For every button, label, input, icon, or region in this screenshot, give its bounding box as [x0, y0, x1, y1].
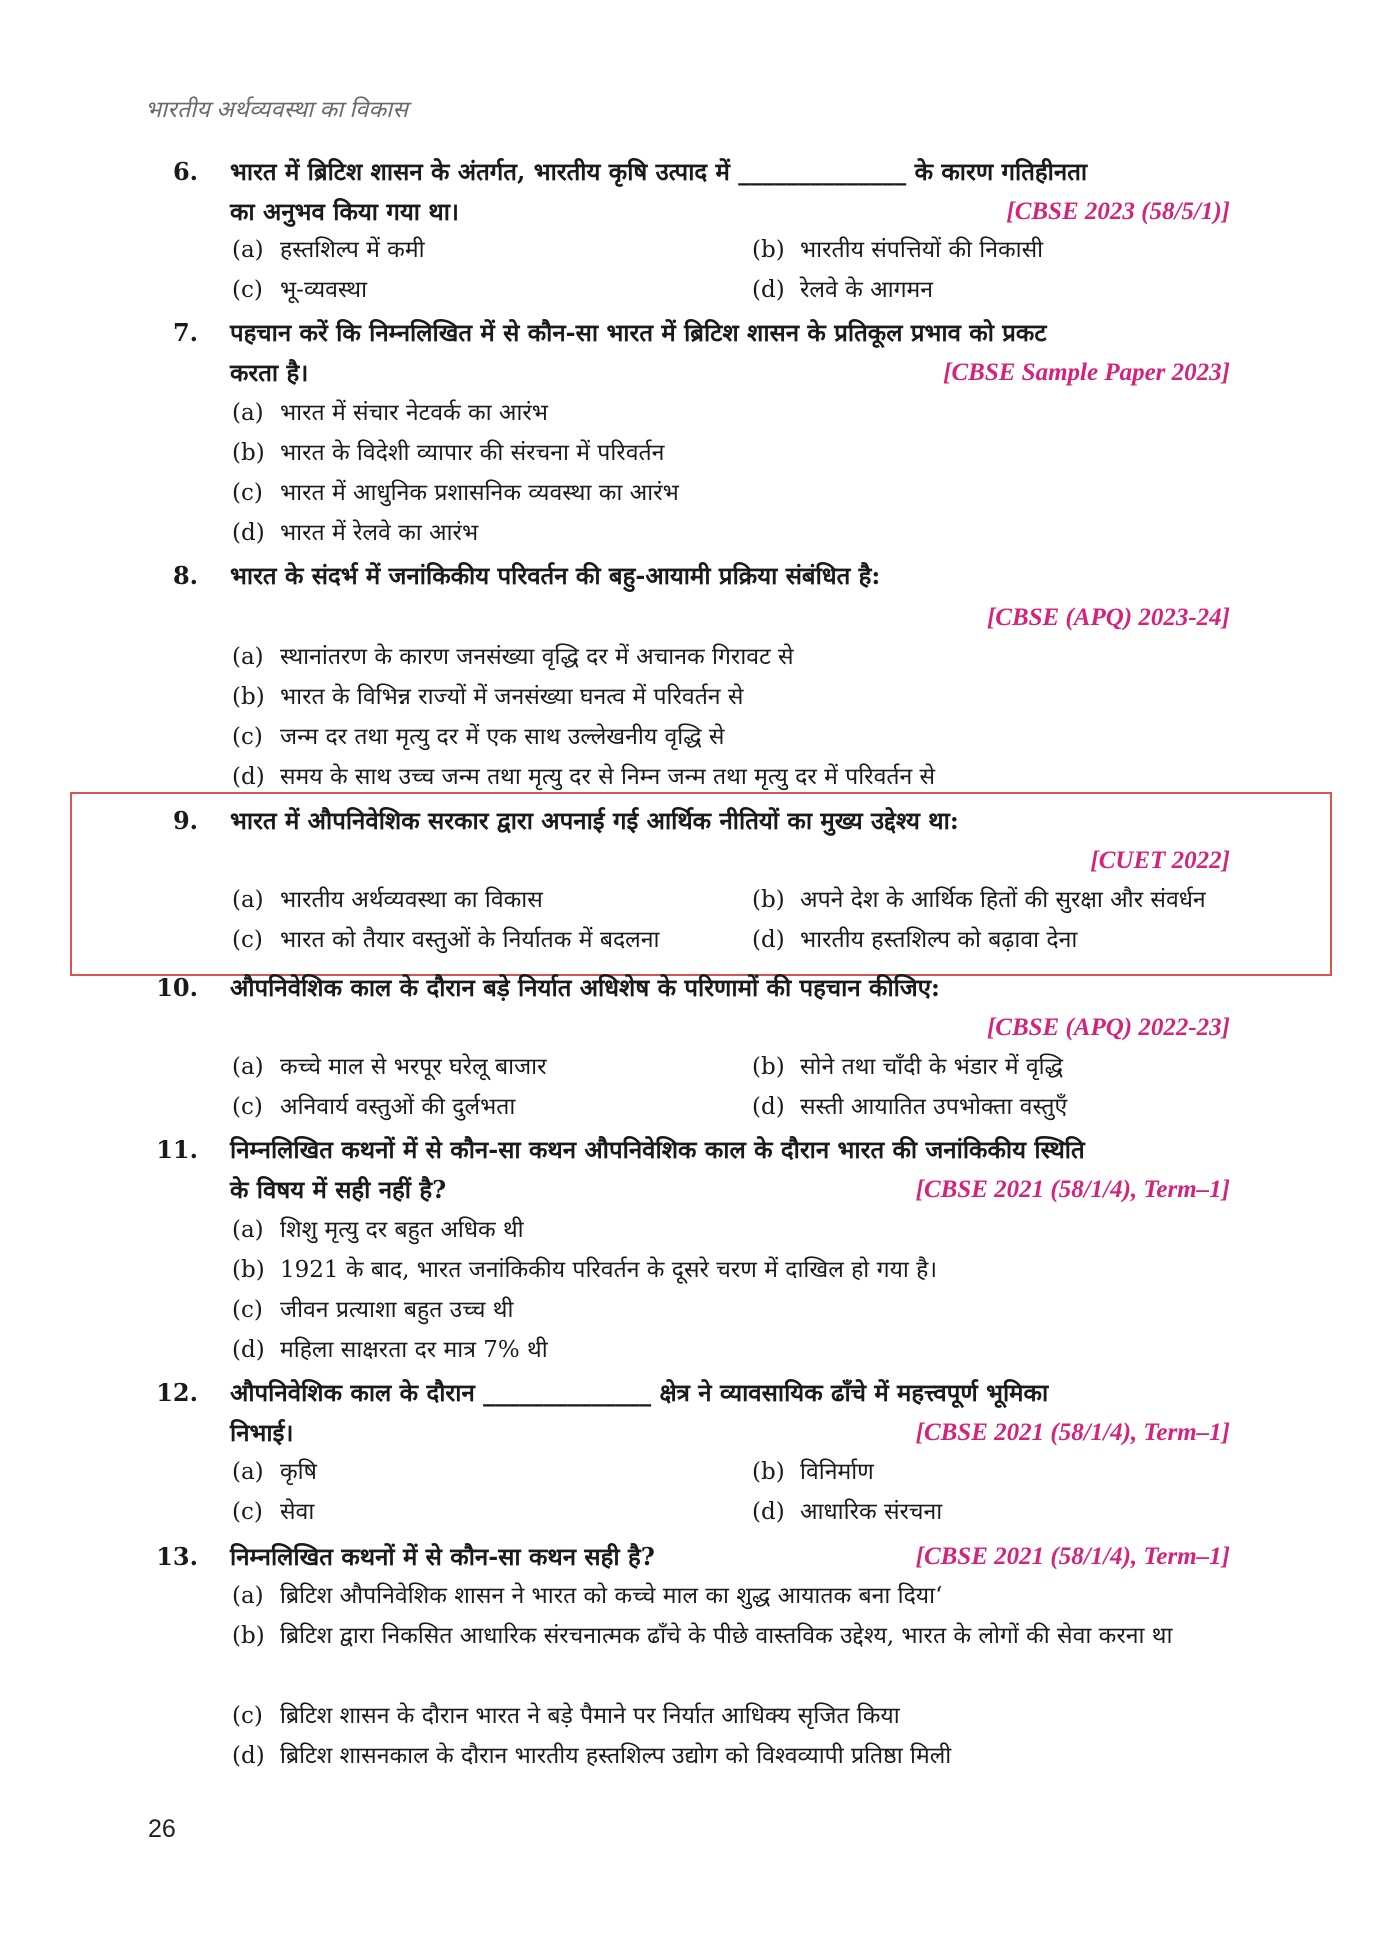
- question-text-line1: औपनिवेशिक काल के दौरान बड़े निर्यात अधिशेष के परिणामों की पहचान कीजिए:: [230, 973, 940, 1002]
- option-a: [232, 1047, 547, 1087]
- option-label: (c): [232, 1499, 263, 1525]
- option-d: [232, 1736, 951, 1776]
- question-source: [CBSE (APQ) 2022-23]: [986, 1014, 1230, 1041]
- question-text-line1: भारत के संदर्भ में जनांकिकीय परिवर्तन की बहु-आयामी प्रक्रिया संबंधित है:: [230, 561, 881, 590]
- option-text: अनिवार्य वस्तुओं की दुर्लभता: [280, 1094, 516, 1120]
- option-label: (b): [752, 887, 785, 913]
- question-text-line1: निम्नलिखित कथनों में से कौन-सा कथन औपनिवेशिक काल के दौरान भारत की जनांकिकीय स्थिति: [230, 1135, 1085, 1164]
- option-text: आधारिक संरचना: [800, 1499, 943, 1525]
- option-a: [232, 1576, 942, 1616]
- option-label: (c): [232, 1297, 263, 1323]
- option-label: (a): [232, 237, 264, 263]
- option-label: (d): [752, 927, 785, 953]
- option-text: स्थानांतरण के कारण जनसंख्या वृद्धि दर में अचानक गिरावट से: [280, 644, 794, 670]
- option-d: [752, 270, 933, 310]
- question-text-line1: औपनिवेशिक काल के दौरान ______________ क्षेत्र ने व्यावसायिक ढाँचे में महत्त्वपूर्ण भूमिका: [230, 1378, 1049, 1407]
- question-text-line1: भारत में औपनिवेशिक सरकार द्वारा अपनाई गई आर्थिक नीतियों का मुख्य उद्देश्य था:: [230, 806, 959, 835]
- question-text-line2: का अनुभव किया गया था।: [230, 197, 460, 226]
- question-text-line2: निभाई।: [230, 1418, 294, 1447]
- question-source: [CUET 2022]: [1090, 847, 1230, 874]
- option-a: [232, 637, 794, 677]
- option-text: सेवा: [280, 1499, 315, 1525]
- option-c: [232, 270, 367, 310]
- option-d: [752, 1087, 1067, 1127]
- option-text: सस्ती आयातित उपभोक्ता वस्तुएँ: [800, 1094, 1068, 1120]
- option-text: भारतीय अर्थव्यवस्था का विकास: [280, 887, 543, 913]
- option-d: [232, 757, 935, 797]
- question-source: [CBSE 2021 (58/1/4), Term–1]: [915, 1419, 1230, 1446]
- option-label: (a): [232, 1459, 264, 1485]
- option-label: (c): [232, 277, 263, 303]
- question-number: 12.: [156, 1378, 198, 1407]
- option-text: भारत को तैयार वस्तुओं के निर्यातक में बदलना: [280, 927, 660, 953]
- option-b: [752, 1047, 1063, 1087]
- option-label: (a): [232, 887, 264, 913]
- option-label: (c): [232, 724, 263, 750]
- question-number: 11.: [156, 1135, 198, 1164]
- question-source: [CBSE 2021 (58/1/4), Term–1]: [915, 1543, 1230, 1570]
- option-text: 1921 के बाद, भारत जनांकिकीय परिवर्तन के दूसरे चरण में दाखिल हो गया है।: [280, 1257, 938, 1283]
- option-label: (b): [752, 1459, 785, 1485]
- option-label: (a): [232, 1054, 264, 1080]
- running-header: भारतीय अर्थव्यवस्था का विकास: [145, 97, 409, 122]
- option-d: [232, 513, 478, 553]
- option-label: (d): [752, 277, 785, 303]
- page-number: 26: [148, 1815, 176, 1843]
- option-text: जन्म दर तथा मृत्यु दर में एक साथ उल्लेखनीय वृद्धि से: [280, 724, 725, 750]
- option-a: [232, 393, 548, 433]
- question-number: 8.: [172, 561, 198, 590]
- option-text: रेलवे के आगमन: [800, 277, 934, 303]
- option-b: [752, 880, 1206, 920]
- option-label: (c): [232, 1094, 263, 1120]
- option-label: (d): [752, 1499, 785, 1525]
- option-text: शिशु मृत्यु दर बहुत अधिक थी: [280, 1217, 524, 1243]
- question-source: [CBSE Sample Paper 2023]: [943, 359, 1230, 386]
- option-d: [752, 920, 1077, 960]
- question-number: 7.: [172, 318, 198, 347]
- question-source: [CBSE (APQ) 2023-24]: [986, 604, 1230, 631]
- option-text: अपने देश के आर्थिक हितों की सुरक्षा और संवर्धन: [800, 887, 1206, 913]
- option-label: (d): [752, 1094, 785, 1120]
- option-label: (b): [232, 440, 265, 466]
- option-b: [232, 677, 743, 717]
- option-label: (a): [232, 400, 264, 426]
- option-b: [232, 1616, 1222, 1656]
- option-a: [232, 1210, 524, 1250]
- option-label: (c): [232, 1703, 263, 1729]
- option-label: (d): [232, 1743, 265, 1769]
- option-c: [232, 717, 724, 757]
- question-number: 6.: [172, 157, 198, 186]
- option-text: विनिर्माण: [800, 1459, 874, 1485]
- option-text: कृषि: [280, 1459, 317, 1485]
- option-text: कच्चे माल से भरपूर घरेलू बाजार: [280, 1054, 547, 1080]
- option-text: भारत में रेलवे का आरंभ: [280, 520, 479, 546]
- option-a: [232, 880, 543, 920]
- question-text-line2: करता है।: [230, 358, 309, 387]
- option-text: भारत के विभिन्न राज्यों में जनसंख्या घनत्व में परिवर्तन से: [280, 684, 744, 710]
- option-label: (d): [232, 520, 265, 546]
- option-text: जीवन प्रत्याशा बहुत उच्च थी: [280, 1297, 514, 1323]
- question-source: [CBSE 2023 (58/5/1)]: [1006, 198, 1230, 225]
- option-b: [752, 230, 1043, 270]
- question-number: 13.: [156, 1542, 198, 1571]
- option-label: (d): [232, 1337, 265, 1363]
- option-label: (b): [232, 1257, 265, 1283]
- option-c: [232, 920, 659, 960]
- option-text: ब्रिटिश शासनकाल के दौरान भारतीय हस्तशिल्प उद्योग को विश्वव्यापी प्रतिष्ठा मिली: [280, 1743, 952, 1769]
- option-text: भू-व्यवस्था: [280, 277, 368, 303]
- option-d: [752, 1492, 942, 1532]
- option-label: (b): [752, 1054, 785, 1080]
- option-label: (a): [232, 1583, 264, 1609]
- question-text-line2: के विषय में सही नहीं है?: [230, 1175, 447, 1204]
- option-label: (b): [232, 1623, 265, 1649]
- option-text: भारतीय हस्तशिल्प को बढ़ावा देना: [800, 927, 1078, 953]
- option-a: [232, 1452, 317, 1492]
- option-b: [232, 1250, 937, 1290]
- option-c: [232, 1492, 314, 1532]
- option-c: [232, 1087, 515, 1127]
- option-label: (c): [232, 927, 263, 953]
- option-text: सोने तथा चाँदी के भंडार में वृद्धि: [800, 1054, 1064, 1080]
- option-text: ब्रिटिश शासन के दौरान भारत ने बड़े पैमाने पर निर्यात आधिक्य सृजित किया: [280, 1703, 900, 1729]
- question-source: [CBSE 2021 (58/1/4), Term–1]: [915, 1176, 1230, 1203]
- option-label: (b): [232, 684, 265, 710]
- option-d: [232, 1330, 548, 1370]
- question-text-line1: निम्नलिखित कथनों में से कौन-सा कथन सही है?: [230, 1542, 655, 1571]
- option-label: (b): [752, 237, 785, 263]
- option-label: (a): [232, 644, 264, 670]
- question-text-line1: भारत में ब्रिटिश शासन के अंतर्गत, भारतीय कृषि उत्पाद में ______________ के कारण गतिहीनता: [230, 157, 1088, 186]
- option-c: [232, 1290, 513, 1330]
- option-text: भारत में संचार नेटवर्क का आरंभ: [280, 400, 548, 426]
- option-b: [752, 1452, 874, 1492]
- option-label: (a): [232, 1217, 264, 1243]
- option-c: [232, 1696, 900, 1736]
- option-text: भारत के विदेशी व्यापार की संरचना में परिवर्तन: [280, 440, 665, 466]
- option-text: समय के साथ उच्च जन्म तथा मृत्यु दर से निम्न जन्म तथा मृत्यु दर में परिवर्तन से: [280, 764, 936, 790]
- option-text: हस्तशिल्प में कमी: [280, 237, 425, 263]
- question-text-line1: पहचान करें कि निम्नलिखित में से कौन-सा भारत में ब्रिटिश शासन के प्रतिकूल प्रभाव को प्रकट: [230, 318, 1047, 347]
- option-c: [232, 473, 679, 513]
- option-text: महिला साक्षरता दर मात्र 7% थी: [280, 1337, 548, 1363]
- option-text: भारतीय संपत्तियों की निकासी: [800, 237, 1044, 263]
- question-number: 9.: [172, 806, 198, 835]
- option-b: [232, 433, 664, 473]
- option-text: ब्रिटिश औपनिवेशिक शासन ने भारत को कच्चे माल का शुद्ध आयातक बना दिया‘: [280, 1583, 943, 1609]
- question-number: 10.: [156, 973, 198, 1002]
- option-text: ब्रिटिश द्वारा निकसित आधारिक संरचनात्मक ढाँचे के पीछे वास्तविक उद्देश्य, भारत के लोगों की सेवा करना था: [280, 1623, 1173, 1649]
- option-label: (d): [232, 764, 265, 790]
- option-label: (c): [232, 480, 263, 506]
- option-text: भारत में आधुनिक प्रशासनिक व्यवस्था का आरंभ: [280, 480, 679, 506]
- option-a: [232, 230, 425, 270]
